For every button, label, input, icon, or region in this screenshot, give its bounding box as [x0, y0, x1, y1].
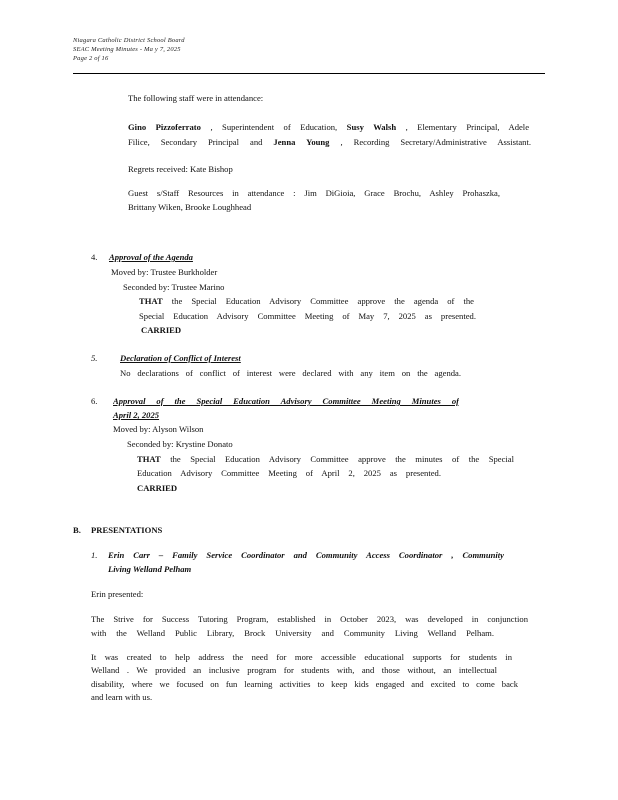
section-heading: PRESENTATIONS [91, 525, 163, 535]
minutes-approval-heading-line-2: April 2, 2025 [113, 410, 160, 420]
attendance-line-2 [128, 137, 531, 150]
paragraph-text: It was created to help address the need for more accessible educational supports for students in [91, 652, 512, 662]
presenter-heading-text: Erin Carr – Family Service Coordinator and Community Access Coordinator , Community [108, 550, 504, 560]
motion-text: the Special Education Advisory Committee approve the agenda of the [171, 296, 474, 306]
staff-name: Susy Walsh [346, 122, 397, 132]
motion-text: Education Advisory Committee Meeting of April 2, 2025 as presented. [137, 468, 441, 478]
conflict-text-line [120, 368, 461, 381]
presented-label: Erin presented: [91, 589, 144, 599]
header-meeting-title: SEAC Meeting Minutes - Ma y 7, 2025 [73, 46, 181, 53]
paragraph-text: The Strive for Success Tutoring Program, established in October 2023, was developed in conjunction [91, 614, 528, 624]
carried-label: CARRIED [141, 325, 182, 335]
staff-role: , Elementary Principal, Adele [405, 122, 529, 132]
regrets: Regrets received: Kate Bishop [128, 164, 233, 174]
header-page-number: Page 2 of 16 [73, 55, 109, 62]
item-number: 4. [91, 252, 98, 262]
conflict-text: No declarations of conflict of interest were declared with any item on the agenda. [120, 368, 461, 378]
paragraph-1-line-1 [91, 614, 528, 627]
paragraph-text: with the Welland Public Library, Brock University and Community Living Welland Pelham. [91, 628, 494, 638]
motion-line-2 [137, 468, 441, 481]
staff-name: Jenna Young [273, 137, 330, 147]
seconded-by: Seconded by: Krystine Donato [127, 439, 233, 449]
motion-text: Special Education Advisory Committee Meeting of May 7, 2025 as presented. [139, 311, 476, 321]
seconded-by: Seconded by: Trustee Marino [123, 282, 225, 292]
attendance-line-1 [128, 122, 529, 135]
conflict-heading: Declaration of Conflict of Interest [120, 353, 241, 363]
paragraph-1-line-2 [91, 628, 494, 641]
motion-line-1 [137, 454, 514, 467]
staff-role: , Recording Secretary/Administrative Assistant. [340, 137, 531, 147]
motion-line-1 [139, 296, 474, 309]
motion-that: THAT [137, 454, 161, 464]
presenter-heading-line-2: Living Welland Pelham [108, 564, 192, 574]
agenda-approval-heading: Approval of the Agenda [109, 252, 193, 262]
item-number: 6. [91, 396, 98, 406]
paragraph-2-line-3 [91, 679, 518, 692]
carried-label: CARRIED [137, 483, 178, 493]
header-rule [73, 73, 545, 74]
paragraph-2-line-2 [91, 665, 497, 678]
item-number: 1. [91, 550, 98, 560]
minutes-approval-heading-line-1 [113, 396, 459, 409]
guests-text: Guest s/Staff Resources in attendance : Jim DiGioia, Grace Brochu, Ashley Prohaszka, [128, 188, 500, 198]
header-board-name: Niagara Catholic District School Board [73, 37, 185, 44]
paragraph-2-line-4: and learn with us. [91, 692, 153, 702]
presenter-heading-line-1 [108, 550, 504, 563]
moved-by: Moved by: Trustee Burkholder [111, 267, 218, 277]
motion-that: THAT [139, 296, 163, 306]
item-number: 5. [91, 353, 98, 363]
moved-by: Moved by: Alyson Wilson [113, 424, 204, 434]
paragraph-2-line-1 [91, 652, 512, 665]
paragraph-text: disability, where we focused on fun learning activities to keep kids engaged and excited to come back [91, 679, 518, 689]
staff-role: , Superintendent of Education, [210, 122, 338, 132]
guests-line-2: Brittany Wiken, Brooke Loughhead [128, 202, 252, 212]
guests-line-1 [128, 188, 500, 201]
paragraph-text: Welland . We provided an inclusive program for students with, and those without, an intellectual [91, 665, 497, 675]
staff-role: Filice, Secondary Principal and [128, 137, 263, 147]
motion-line-2 [139, 311, 476, 324]
attendance-intro: The following staff were in attendance: [128, 93, 264, 103]
motion-text: the Special Education Advisory Committee approve the minutes of the Special [170, 454, 514, 464]
staff-name: Gino Pizzoferrato [128, 122, 201, 132]
section-letter: B. [73, 525, 81, 535]
minutes-heading-text: Approval of the Special Education Advisory Committee Meeting Minutes of [113, 396, 459, 406]
